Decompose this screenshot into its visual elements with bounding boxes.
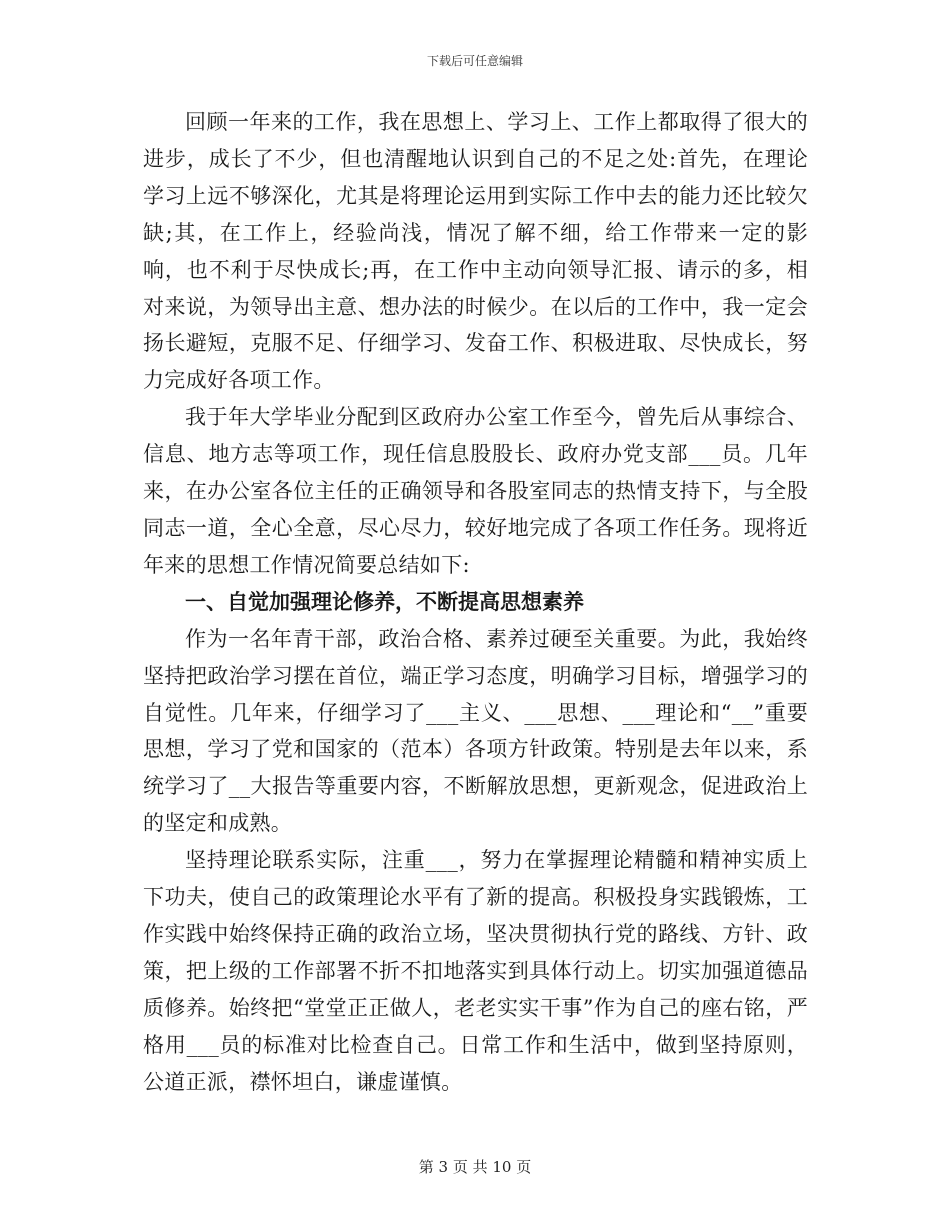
section-heading: 一、自觉加强理论修养，不断提高思想素养 bbox=[185, 589, 584, 614]
page-footer bbox=[0, 1156, 950, 1177]
paragraph-practice: 坚持理论联系实际，注重___，努力在掌握理论精髓和精神实质上下功夫，使自己的政策理论水平有了新的提高。积极投身实践锻炼，工作实践中始终保持正确的政治立场，坚决贯彻执行党的路线、方针、政策，把上级的工作部署不折不扣地落实到具体行动上。切实加强道德品质修养。始终把“堂堂正正做人，老老实实干事”作为自己的座右铭，严格用___员的标准对比检查自己。日常工作和生活中，做到坚持原则，公道正派，襟怀坦白，谦虚谨慎。 bbox=[143, 848, 808, 1094]
document-body bbox=[143, 104, 808, 1100]
paragraph-study: 作为一名年青干部，政治合格、素养过硬至关重要。为此，我始终坚持把政治学习摆在首位，端正学习态度，明确学习目标，增强学习的自觉性。几年来，仔细学习了___主义、___思想、___理论和“__”重要思想，学习了党和国家的（范本）各项方针政策。特别是去年以来，系统学习了__大报告等重要内容，不断解放思想，更新观念，促进政治上的坚定和成熟。 bbox=[143, 626, 808, 836]
header-note: 下载后可任意编辑 bbox=[426, 54, 523, 68]
page-header bbox=[0, 52, 950, 69]
page-indicator: 第 3 页 共 10 页 bbox=[418, 1158, 532, 1176]
paragraph-review: 回顾一年来的工作，我在思想上、学习上、工作上都取得了很大的进步，成长了不少，但也清醒地认识到自己的不足之处:首先，在理论学习上远不够深化，尤其是将理论运用到实际工作中去的能力还比较欠缺;其，在工作上，经验尚浅，情况了解不细，给工作带来一定的影响，也不利于尽快成长;再，在工作中主动向领导汇报、请示的多，相对来说，为领导出主意、想办法的时候少。在以后的工作中，我一定会扬长避短，克服不足、仔细学习、发奋工作、积极进取、尽快成长，努力完成好各项工作。 bbox=[143, 110, 808, 393]
paragraph-intro: 我于年大学毕业分配到区政府办公室工作至今，曾先后从事综合、信息、地方志等项工作，现任信息股股长、政府办党支部___员。几年来，在办公室各位主任的正确领导和各股室同志的热情支持下，与全股同志一道，全心全意，尽心尽力，较好地完成了各项工作任务。现将近年来的思想工作情况简要总结如下: bbox=[143, 405, 808, 577]
